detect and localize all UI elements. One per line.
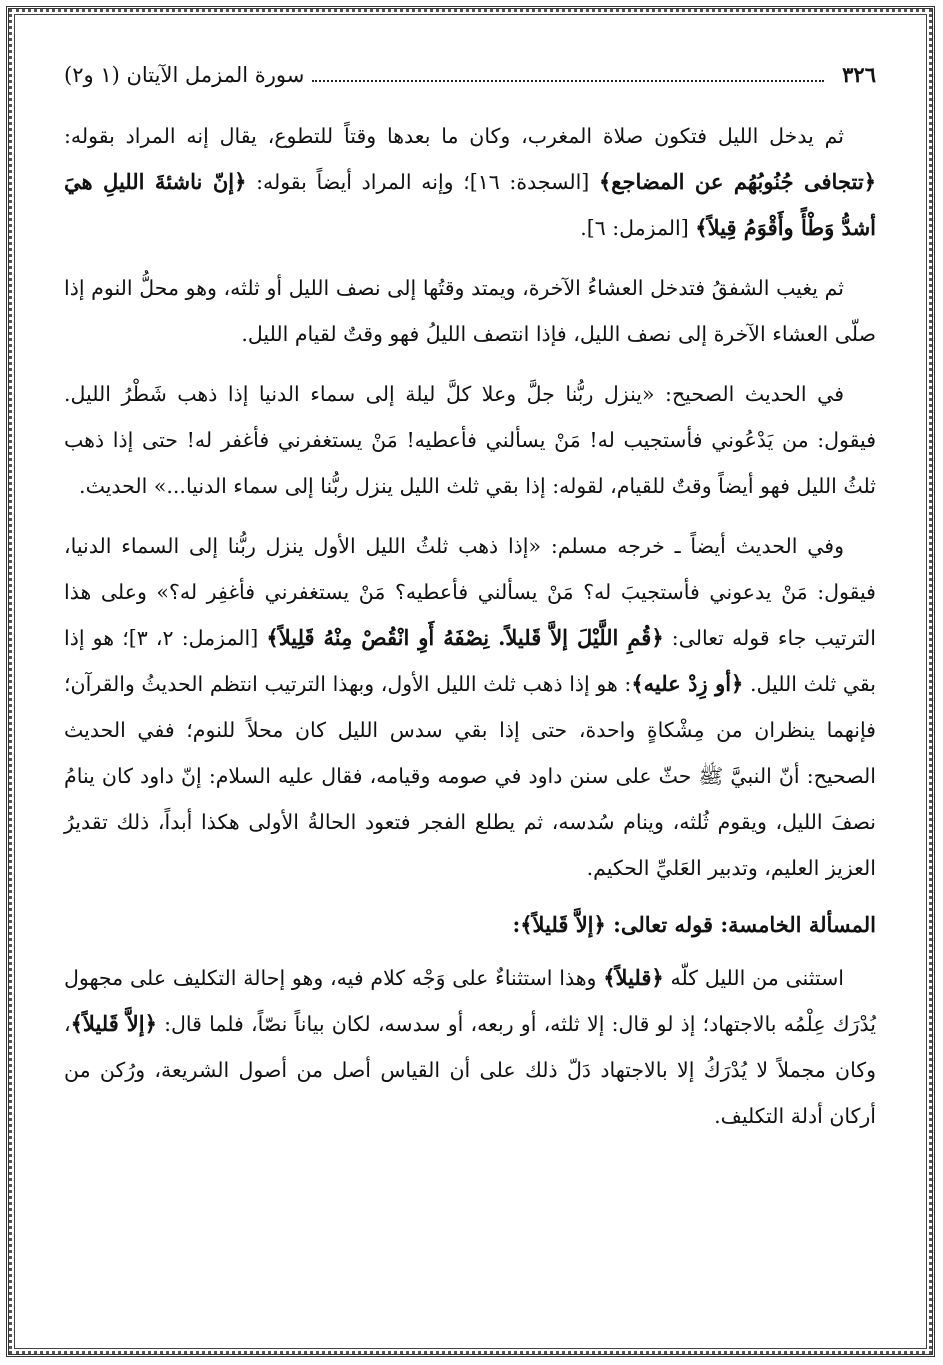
quran-quote: ﴿أو زِدْ عليه﴾	[631, 671, 744, 696]
text-run: ، وكان مجملاً لا يُدْرَكُ إلا بالاجتهاد دَلّ ذلك على أن القياس أصل من أصول الشريعة، ورُكن من أركان أدلة التكليف.	[64, 1012, 876, 1128]
text-run: ثم يدخل الليل فتكون صلاة المغرب، وكان ما بعدها وقتاً للتطوع، يقال إنه المراد بقوله:	[64, 124, 844, 148]
text-run: [المزمل: ٦].	[580, 216, 696, 240]
text-run: ثم يغيب الشفقُ فتدخل العشاءُ الآخرة، ويمتد وقتُها إلى نصف الليل أو ثلثه، وهو محلُّ النوم إذا صلّى العشاء الآخرة إلى نصف الليل، فإذا انتصف الليلُ فهو وقتٌ لقيام الليل.	[64, 276, 876, 346]
running-header	[64, 62, 876, 87]
text-run: وفي الحديث أيضاً ـ خرجه مسلم: «إذا ذهب ثلثُ الليل الأول ينزل ربُّنا إلى السماء الدنيا، فيقول: مَنْ يدعوني فأستجيبَ له؟ مَنْ يسألني فأعطيه؟ مَنْ يستغفرني فأغفِر له؟» وعلى هذا الترتيب جاء قوله تعالى:	[64, 534, 876, 650]
paragraph	[64, 955, 876, 1139]
quran-quote: ﴿قُمِ اللَّيْلَ إلاَّ قَليلاً. نِصْفَهُ أَوِ انْقُصْ مِنْهُ قَلِيلاً﴾	[266, 625, 664, 650]
page-number: ٣٢٦	[842, 62, 876, 87]
header-dot-leader	[312, 68, 824, 82]
paragraph	[64, 371, 876, 509]
text-run: وهذا استثناءٌ على وَجْه كلام فيه، وهو إحالة التكليف على مجهول يُدْرَك عِلْمُه بالاجتهاد؛ إذ لو قال: إلا ثلثه، أو ربعه، أو سدسه، لكان بياناً نصّاً، فلما قال:	[64, 966, 876, 1036]
quran-quote: ﴿إلاَّ قَليلاً﴾	[70, 1011, 157, 1036]
quran-quote: ﴿إنّ ناشئةَ الليلِ هيَ أشدُّ وَطْأً وأَقْوَمُ قِيلاً﴾	[64, 169, 876, 240]
quran-quote: ﴿تتجافى جُنُوبُهُم عن المضاجع﴾	[598, 169, 876, 194]
text-run: [السجدة: ١٦]؛ وإنه المراد أيضاً بقوله:	[246, 170, 599, 194]
text-run: في الحديث الصحيح: «ينزل ربُّنا جلَّ وعلا كلَّ ليلة إلى سماء الدنيا إذا ذهب شَطْرُ الليل. فيقول: من يَدْعُوني فأستجيب له! مَنْ يسألني فأعطيه! مَنْ يستغفرني فأغفر له! حتى إذا ذهب ثلثُ الليل فهو أيضاً وقتٌ للقيام، لقوله: إذا بقي ثلث الليل ينزل ربُّنا إلى سماء الدنيا...» الحديث.	[64, 382, 876, 498]
quran-quote: ﴿قليلاً﴾	[603, 965, 664, 990]
running-title: سورة المزمل الآيتان (١ و٢)	[64, 63, 305, 87]
text-run: [المزمل: ٢، ٣]؛ هو إذا بقي ثلث الليل.	[64, 626, 877, 696]
paragraph	[64, 265, 876, 357]
section-heading: المسألة الخامسة: قوله تعالى: ﴿إلاَّ قَليلاً﴾:	[512, 912, 876, 937]
paragraph	[64, 523, 876, 891]
text-run: استثنى من الليل كلّه	[663, 966, 844, 990]
text-run: : هو إذا ذهب ثلث الليل الأول، وبهذا الترتيب انتظم الحديثُ والقرآن؛ فإنهما ينظران من مِشْكاةٍ واحدة، حتى إذا بقي سدس الليل كان محلاً للنوم؛ ففي الحديث الصحيح: أنّ النبيَّ ﷺ حثّ على سنن داود في صومه وقيامه، فقال عليه السلام: إنّ داود كان ينامُ نصفَ الليل، ويقوم ثُلثه، وينام سُدسه، ثم يطلع الفجر فتعود الحالةُ الأولى هكذا أبداً، ذلك تقديرُ العزيز العليم، وتدبير العَليِّ الحكيم.	[64, 672, 876, 880]
paragraph	[64, 113, 876, 251]
page-body	[64, 62, 876, 1153]
